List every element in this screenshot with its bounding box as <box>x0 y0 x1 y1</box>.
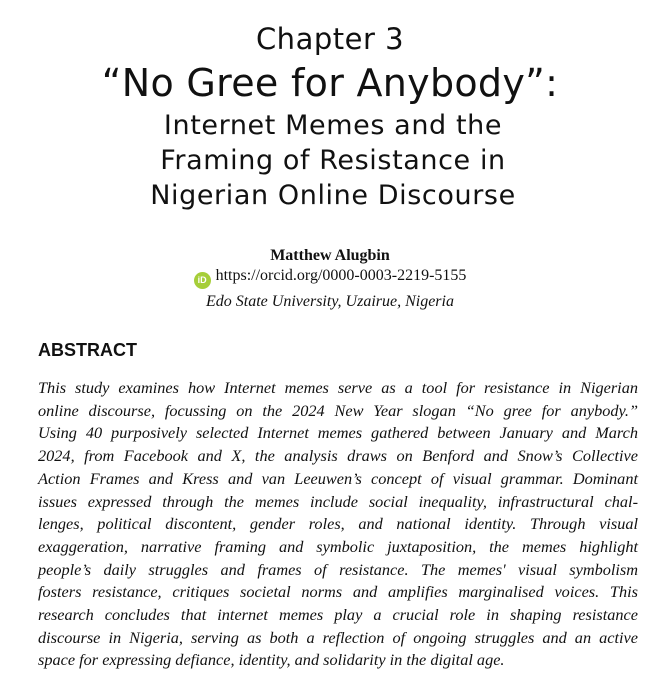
chapter-subtitle <box>60 108 606 213</box>
author-affiliation: Edo State University, Uzairue, Nigeria <box>206 293 454 310</box>
subtitle-line: Internet Memes and the <box>163 110 503 141</box>
abstract-line: fosters resistance, critiques societal norms and amplifies marginalised voices. This <box>38 582 638 602</box>
subtitle-line: Framing of Resistance in <box>160 145 506 176</box>
orcid-link[interactable]: https://orcid.org/0000-0003-2219-5155 <box>215 267 467 284</box>
abstract-line: issues expressed through the memes include social inequality, infrastructural chal- <box>38 491 638 511</box>
abstract-line: 2024, from Facebook and X, the analysis draws on Benford and Snow’s Collective <box>38 446 638 466</box>
chapter-title: “No Gree for Anybody”: <box>101 61 559 105</box>
abstract-line: online discourse, focussing on the 2024 New Year slogan “No gree for anybody.” <box>38 400 638 420</box>
orcid-row <box>0 267 660 289</box>
abstract-heading: ABSTRACT <box>38 340 137 360</box>
abstract-line: Using 40 purposively selected Internet memes gathered between January and March <box>38 423 638 443</box>
abstract-line: research concludes that internet memes play a crucial role in shaping resistance <box>38 605 638 625</box>
abstract-line: This study examines how Internet memes serve as a tool for resistance in Nigerian <box>38 378 638 397</box>
author-name: Matthew Alugbin <box>270 247 390 264</box>
subtitle-line: Nigerian Online Discourse <box>150 180 516 211</box>
abstract-line: space for expressing defiance, identity, and solidarity in the digital age. <box>38 650 505 670</box>
abstract-body <box>38 377 638 672</box>
abstract-line: exaggeration, narrative framing and symbolic juxtaposition, the memes highlight <box>38 536 638 556</box>
abstract-line: people’s daily struggles and frames of resistance. The memes' visual symbolism <box>38 559 638 579</box>
abstract-line: Action Frames and Kress and van Leeuwen’s concept of visual grammar. Dominant <box>38 468 638 488</box>
orcid-icon: iD <box>194 272 211 289</box>
abstract-line: discourse in Nigeria, serving as both a reflection of ongoing struggles and an active <box>38 627 638 647</box>
chapter-label: Chapter 3 <box>255 22 405 56</box>
abstract-line: lenges, political discontent, gender roles, and national identity. Through visual <box>38 514 638 534</box>
